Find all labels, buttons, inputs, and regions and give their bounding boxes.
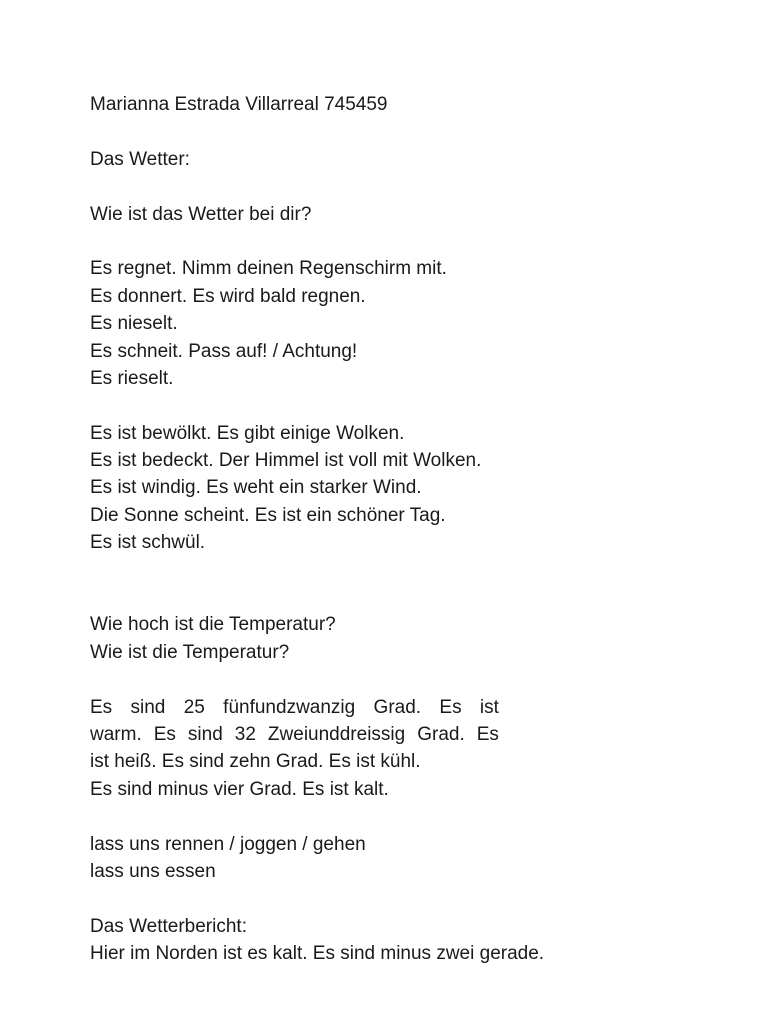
phrase-line: Es ist bedeckt. Der Himmel ist voll mit Wolken.	[90, 450, 482, 472]
word: 32	[234, 724, 256, 745]
phrase-line: Es donnert. Es wird bald regnen.	[90, 285, 366, 307]
word: Grad.	[373, 696, 422, 718]
word: Es	[90, 696, 113, 718]
temperature-question: Wie ist die Temperatur?	[90, 641, 290, 663]
word: ist	[479, 696, 499, 718]
weather-question: Wie ist das Wetter bei dir?	[90, 203, 312, 225]
phrase-line: Es regnet. Nimm deinen Regenschirm mit.	[90, 258, 447, 280]
phrase-line: Es ist schwül.	[90, 532, 206, 554]
word: sind	[187, 724, 223, 745]
phrase-line: Die Sonne scheint. Es ist ein schöner Tag.	[90, 504, 446, 526]
word: Zweiunddreissig	[267, 724, 406, 745]
lass-uns-group	[90, 831, 510, 886]
weather-report	[90, 913, 545, 968]
phrase-line: Es ist windig. Es weht ein starker Wind.	[90, 477, 422, 499]
word: sind	[130, 696, 166, 718]
paragraph-line: ist heiß. Es sind zehn Grad. Es ist kühl.	[90, 751, 421, 773]
document-heading: Das Wetter:	[90, 148, 190, 170]
word: Es	[153, 724, 176, 745]
word: Es	[439, 696, 462, 718]
author-line: Marianna Estrada Villarreal 745459	[90, 94, 388, 115]
report-heading: Das Wetterbericht:	[90, 915, 247, 937]
word: warm.	[90, 724, 142, 745]
temperature-questions	[90, 611, 510, 666]
word: fünfundzwanzig	[223, 696, 356, 718]
phrase-line: lass uns essen	[90, 860, 216, 882]
phrase-line: Es rieselt.	[90, 367, 174, 389]
justified-line-1	[90, 694, 499, 721]
report-line: Hier im Norden ist es kalt. Es sind minus zwei gerade.	[90, 943, 545, 965]
word: Grad.	[417, 724, 465, 745]
justified-line-2	[90, 721, 499, 748]
temperature-question: Wie hoch ist die Temperatur?	[90, 614, 336, 636]
phrase-line: Es ist bewölkt. Es gibt einige Wolken.	[90, 422, 405, 444]
phrase-line: lass uns rennen / joggen / gehen	[90, 833, 366, 855]
weather-phrases-group-1	[90, 255, 510, 392]
word: Es	[476, 724, 499, 745]
word: 25	[183, 696, 205, 718]
phrase-line: Es nieselt.	[90, 313, 178, 335]
temperature-paragraph	[90, 694, 510, 804]
weather-phrases-group-2	[90, 420, 510, 557]
document-page	[90, 91, 545, 968]
phrase-line: Es schneit. Pass auf! / Achtung!	[90, 340, 358, 362]
paragraph-line: Es sind minus vier Grad. Es ist kalt.	[90, 778, 389, 800]
